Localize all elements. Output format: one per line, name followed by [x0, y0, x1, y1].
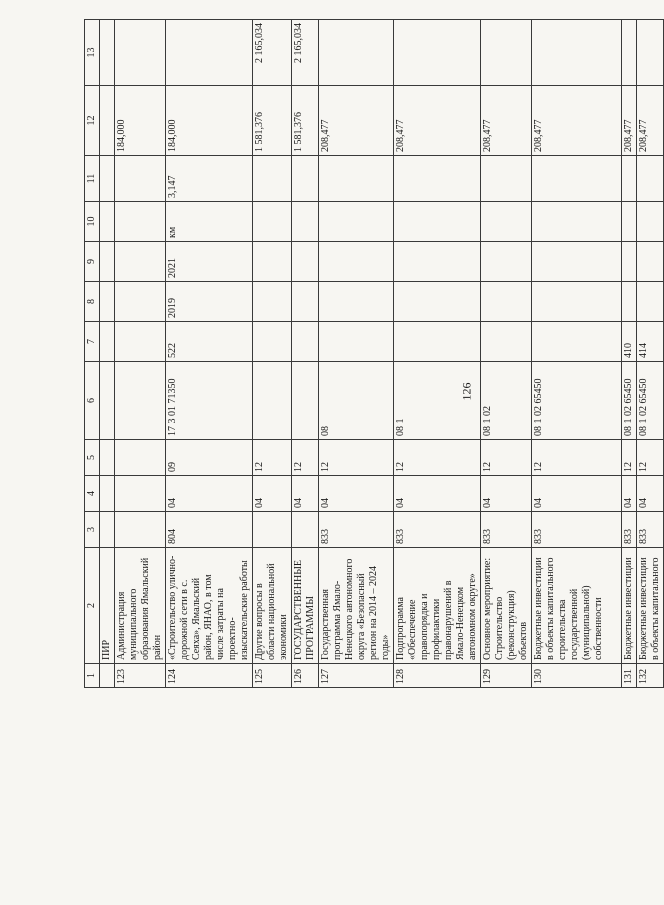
col-header: 13: [85, 20, 100, 86]
cell-c12: 208,477: [532, 86, 622, 156]
col-header: 2: [85, 548, 100, 664]
cell-c4: 04: [637, 476, 664, 512]
cell-c13: [532, 20, 622, 86]
cell-c8: [532, 282, 622, 322]
cell-c10: [319, 202, 394, 242]
cell-c11: [394, 156, 481, 202]
cell-c12: 208,477: [481, 86, 532, 156]
cell-c10: [532, 202, 622, 242]
cell-c12: 184,000: [115, 86, 166, 156]
cell-c3: 833: [622, 512, 637, 548]
cell-c3: 833: [319, 512, 394, 548]
table-row: [394, 20, 481, 688]
row-number: 127: [319, 664, 394, 688]
row-number: 123: [115, 664, 166, 688]
cell-c7: [319, 322, 394, 362]
cell-c5: 12: [532, 440, 622, 476]
cell-c12: 208,477: [319, 86, 394, 156]
rotated-page: [84, 20, 661, 688]
cell-c3: 804: [166, 512, 253, 548]
col-header: 11: [85, 156, 100, 202]
cell-c4: 04: [622, 476, 637, 512]
cell-c9: [622, 242, 637, 282]
continuation-text: ПИР: [100, 548, 115, 664]
cell-c5: 12: [481, 440, 532, 476]
cell-c12: 208,477: [622, 86, 637, 156]
cell-c5: [115, 440, 166, 476]
cell-c11: [532, 156, 622, 202]
row-name: ГОСУДАРСТВЕННЫЕ ПРОГРАММЫ: [292, 548, 319, 664]
table-row: [532, 20, 622, 688]
row-number: 132: [637, 664, 664, 688]
cell-c6: 08 1 02 65450: [622, 362, 637, 440]
row-number: 125: [253, 664, 292, 688]
cell-c9: [481, 242, 532, 282]
row-name: Бюджетные инвестиции: [622, 548, 637, 664]
cell-c10: [115, 202, 166, 242]
row-name: Бюджетные инвестиции в объекты капитального: [637, 548, 664, 664]
cell-c7: [481, 322, 532, 362]
cell-c4: 04: [166, 476, 253, 512]
cell-c11: [292, 156, 319, 202]
cell-c5: 12: [637, 440, 664, 476]
row-number: 131: [622, 664, 637, 688]
row-number: 128: [394, 664, 481, 688]
cell-c9: [319, 242, 394, 282]
cell-c8: [292, 282, 319, 322]
cell-c3: [115, 512, 166, 548]
cell-c3: 833: [637, 512, 664, 548]
cell-c11: [637, 156, 664, 202]
cell-c6: 17 3 01 71350: [166, 362, 253, 440]
col-header: 6: [85, 362, 100, 440]
cell-c11: [622, 156, 637, 202]
cell-c6: 08 1: [394, 362, 481, 440]
row-name: Подпрограмма «Обеспечение правопорядка и профилактики правонарушений в Ямало-Ненецком автономном округе»: [394, 548, 481, 664]
cell-c10: [637, 202, 664, 242]
row-name: Другие вопросы в области национальной экономики: [253, 548, 292, 664]
cell-c8: [394, 282, 481, 322]
cell-c4: [115, 476, 166, 512]
cell-c6: 08: [319, 362, 394, 440]
table-row: [622, 20, 637, 688]
table-row: [253, 20, 292, 688]
page-number: 126: [459, 382, 474, 401]
row-name: Бюджетные инвестиции в объекты капитального строительства государственной (муниципальной) собственности: [532, 548, 622, 664]
cell-c12: 208,477: [394, 86, 481, 156]
cell-c13: 2 165,034: [292, 20, 319, 86]
cell-c9: [253, 242, 292, 282]
cell-c3: 833: [481, 512, 532, 548]
table-row: [637, 20, 664, 688]
cell-c9: [292, 242, 319, 282]
col-header: 1: [85, 664, 100, 688]
cell-c7: [292, 322, 319, 362]
cell-c7: [532, 322, 622, 362]
col-header: 8: [85, 282, 100, 322]
cell-c10: [481, 202, 532, 242]
cell-c11: [115, 156, 166, 202]
row-number: 124: [166, 664, 253, 688]
row-name: Государственная программа Ямало-Ненецкого автономного округа «Безопасный регион на 2014 – 2024 годы»: [319, 548, 394, 664]
row-number: 130: [532, 664, 622, 688]
cell-c13: [166, 20, 253, 86]
row-number: 129: [481, 664, 532, 688]
cell-c13: 2 165,034: [253, 20, 292, 86]
cell-c4: 04: [253, 476, 292, 512]
table-row: [166, 20, 253, 688]
budget-table: [84, 19, 664, 688]
col-header: 9: [85, 242, 100, 282]
table-row: [319, 20, 394, 688]
cell-c8: [622, 282, 637, 322]
continuation-row: [100, 20, 115, 688]
cell-c6: [292, 362, 319, 440]
col-header: 7: [85, 322, 100, 362]
cell-c7: [253, 322, 292, 362]
col-header: 10: [85, 202, 100, 242]
cell-c8: [319, 282, 394, 322]
table-row: [481, 20, 532, 688]
cell-c3: 833: [532, 512, 622, 548]
cell-c9: [637, 242, 664, 282]
cell-c13: [115, 20, 166, 86]
row-name: Основное мероприятие: Строительство (реконструкция) объектов: [481, 548, 532, 664]
col-header: 12: [85, 86, 100, 156]
cell-c13: [319, 20, 394, 86]
col-header: 3: [85, 512, 100, 548]
cell-c12: 184,000: [166, 86, 253, 156]
col-header: 4: [85, 476, 100, 512]
cell-c11: 3,147: [166, 156, 253, 202]
cell-c6: [253, 362, 292, 440]
cell-c7: [115, 322, 166, 362]
cell-c11: [319, 156, 394, 202]
cell-c6: 08 1 02 65450: [637, 362, 664, 440]
cell-c7: 414: [637, 322, 664, 362]
cell-c3: 833: [394, 512, 481, 548]
cell-c12: 1 581,376: [292, 86, 319, 156]
cell-c5: 12: [292, 440, 319, 476]
cell-c8: [481, 282, 532, 322]
cell-c10: [253, 202, 292, 242]
cell-c6: [115, 362, 166, 440]
cell-c9: 2021: [166, 242, 253, 282]
cell-c13: [481, 20, 532, 86]
cell-c4: 04: [394, 476, 481, 512]
cell-c11: [481, 156, 532, 202]
cell-c7: [394, 322, 481, 362]
cell-c4: 04: [319, 476, 394, 512]
cell-c13: [622, 20, 637, 86]
cell-c8: [115, 282, 166, 322]
row-name: Администрация муниципального образования Ямальский район: [115, 548, 166, 664]
cell-c9: [394, 242, 481, 282]
cell-c9: [115, 242, 166, 282]
cell-c8: [253, 282, 292, 322]
cell-c10: км: [166, 202, 253, 242]
cell-c10: [292, 202, 319, 242]
cell-c3: [253, 512, 292, 548]
cell-c13: [637, 20, 664, 86]
cell-c5: 12: [622, 440, 637, 476]
cell-c8: 2019: [166, 282, 253, 322]
cell-c5: 12: [253, 440, 292, 476]
cell-c5: 12: [319, 440, 394, 476]
header-row: [85, 20, 100, 688]
table-row: [292, 20, 319, 688]
cell-c13: [394, 20, 481, 86]
cell-c10: [622, 202, 637, 242]
cell-c4: 04: [292, 476, 319, 512]
cell-c11: [253, 156, 292, 202]
cell-c4: 04: [532, 476, 622, 512]
cell-c6: 08 1 02 65450: [532, 362, 622, 440]
col-header: 5: [85, 440, 100, 476]
cell-c9: [532, 242, 622, 282]
row-number: 126: [292, 664, 319, 688]
cell-c4: 04: [481, 476, 532, 512]
cell-c3: [292, 512, 319, 548]
table-row: [115, 20, 166, 688]
cell-c5: 12: [394, 440, 481, 476]
row-name: «Строительство улично-дорожной сети в с. Сеяха», Ямальский район, ЯНАО, в том числе затраты на проектно-изыскательские работы: [166, 548, 253, 664]
cell-c10: [394, 202, 481, 242]
cell-c5: 09: [166, 440, 253, 476]
cell-c7: 410: [622, 322, 637, 362]
cell-c8: [637, 282, 664, 322]
cell-c6: 08 1 02: [481, 362, 532, 440]
cell-c12: 208,477: [637, 86, 664, 156]
cell-c7: 522: [166, 322, 253, 362]
cell-c12: 1 581,376: [253, 86, 292, 156]
